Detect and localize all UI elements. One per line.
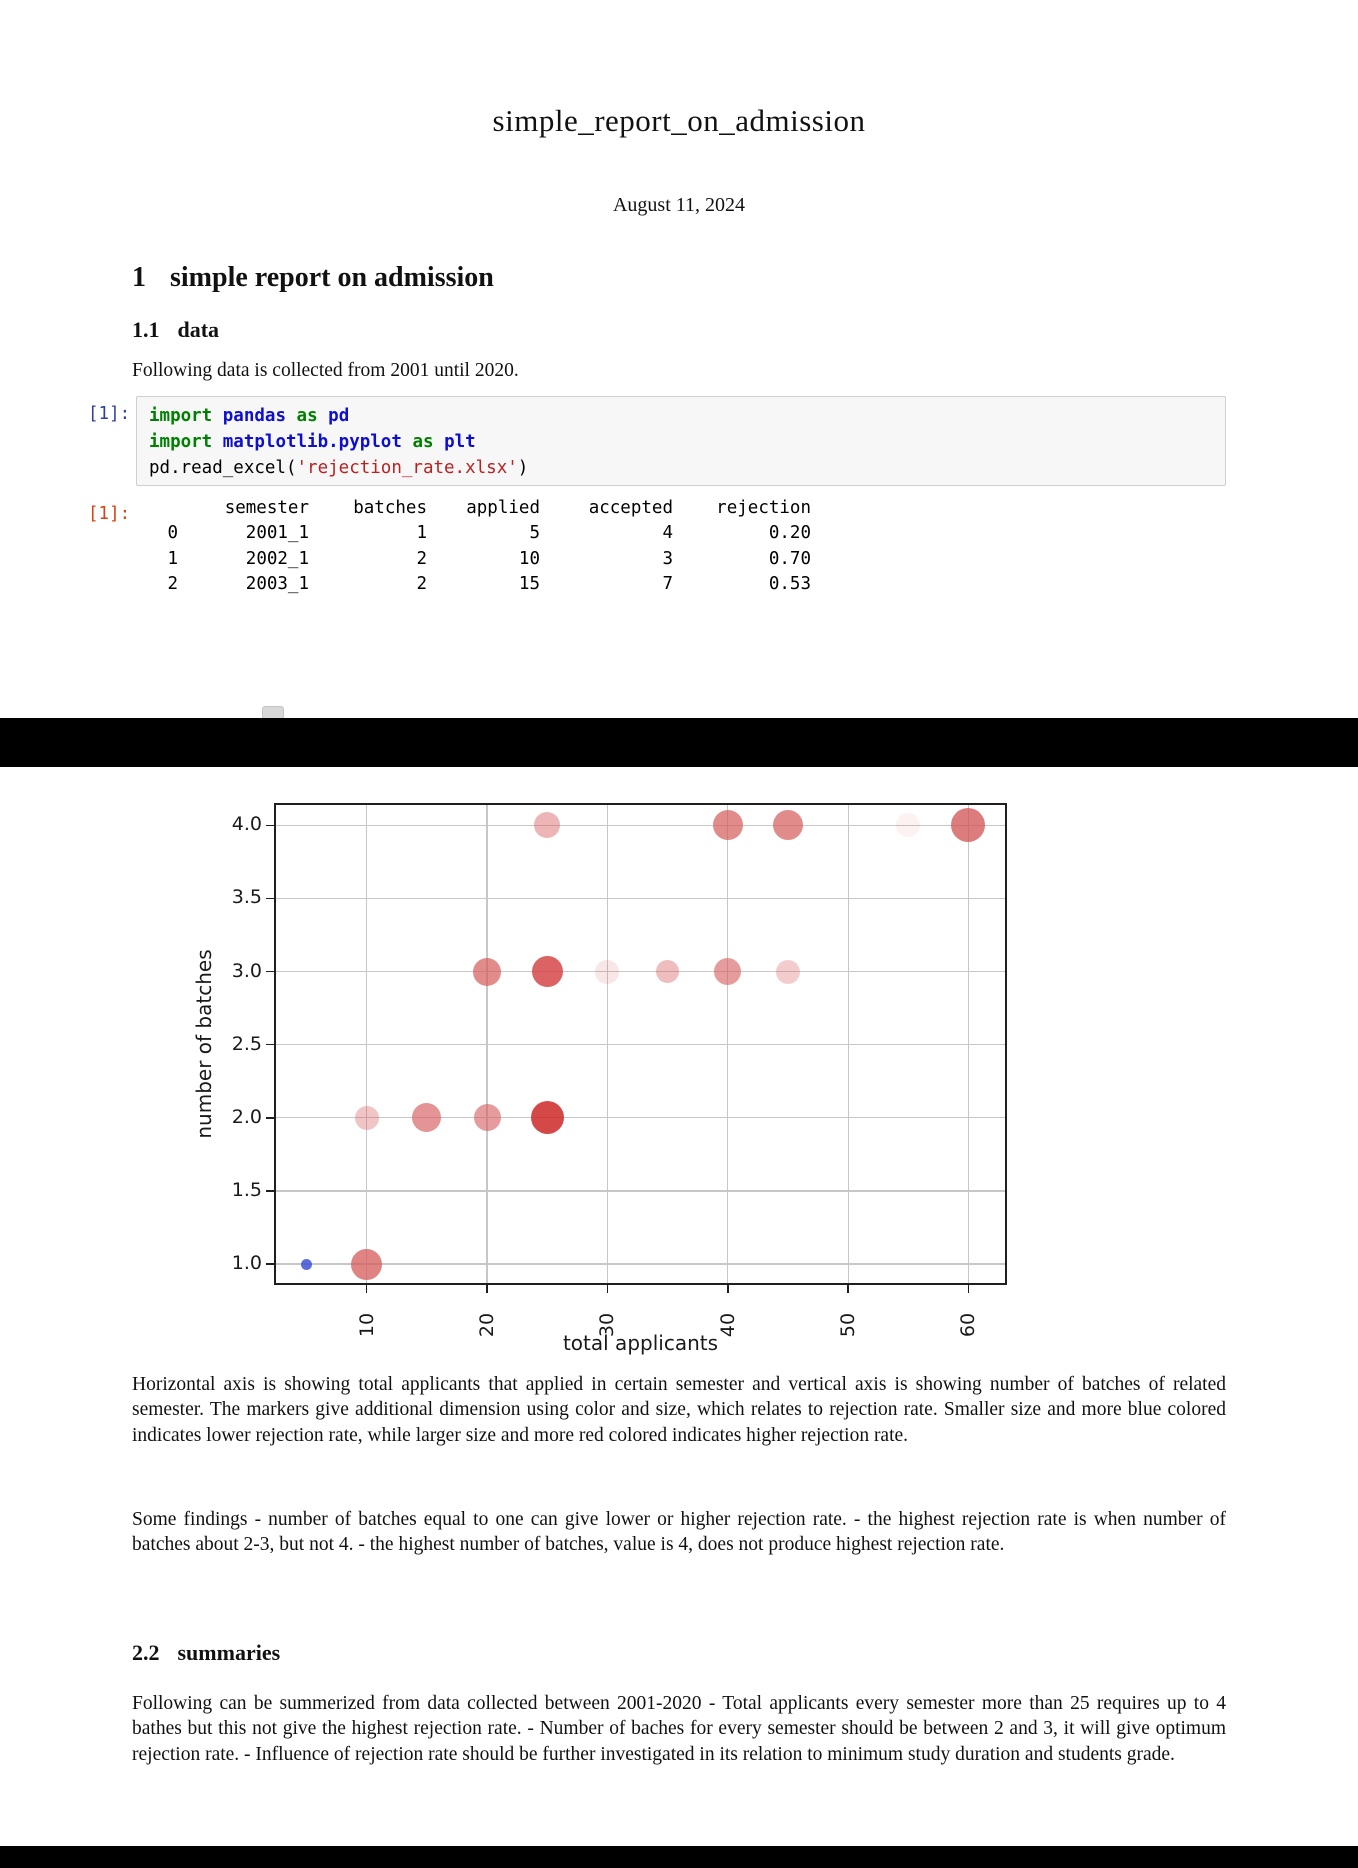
data-point xyxy=(301,1259,312,1270)
x-tick-label: 60 xyxy=(957,1312,980,1338)
y-gridline xyxy=(274,1044,1007,1045)
subsection-title: data xyxy=(177,317,220,342)
y-gridline xyxy=(274,1263,1007,1264)
code-token-str: 'rejection_rate.xlsx' xyxy=(296,458,518,478)
scatter-chart xyxy=(0,767,1358,1367)
x-tick-label: 10 xyxy=(355,1312,378,1338)
subsection-number: 2.2 xyxy=(132,1640,160,1665)
y-tick-label: 3.0 xyxy=(231,959,262,982)
output-dataframe-table xyxy=(145,495,811,597)
data-point xyxy=(474,1104,501,1131)
table-row-cell: 3 xyxy=(662,548,673,569)
x-tick-mark xyxy=(968,1285,970,1293)
y-tick-mark xyxy=(266,1044,274,1046)
y-tick-label: 3.5 xyxy=(231,886,262,909)
table-row-cell: 1 xyxy=(416,523,427,544)
section-number: 1 xyxy=(132,262,146,293)
y-gridline xyxy=(274,898,1007,899)
x-tick-mark xyxy=(847,1285,849,1293)
y-gridline xyxy=(274,971,1007,972)
table-header-row-cell: applied xyxy=(466,497,540,518)
table-row-cell: 15 xyxy=(518,574,540,595)
code-token-kw: as xyxy=(412,432,434,452)
summary-paragraph: Following can be summerized from data collected between 2001-2020 - Total applicants every semester more than 25 requires up to 4 bathes but this not give the highest rejection rate. - Number of baches for every semester should be between 2 and 3, it will give optimum rejection rate. - Influence of rejection rate should be further investigated in its relation to minimum study duration and students grade. xyxy=(132,1693,1226,1765)
code-token xyxy=(402,432,413,452)
y-gridline xyxy=(274,1117,1007,1118)
y-tick-label: 4.0 xyxy=(231,813,262,836)
x-tick-label: 30 xyxy=(596,1312,619,1338)
code-token xyxy=(318,406,329,426)
x-tick-mark xyxy=(727,1285,729,1293)
intro-paragraph: Following data is collected from 2001 until 2020. xyxy=(132,360,519,381)
y-tick-mark xyxy=(266,1117,274,1119)
subsection-title: summaries xyxy=(177,1640,281,1665)
chart-description-paragraph: Horizontal axis is showing total applicants that applied in certain semester and vertical axis is showing number of batches of related semester. The markers give additional dimension using color and size, which relates to rejection rate. Smaller size and more blue colored indicates lower rejection rate, while larger size and more red colored indicates higher rejection rate. xyxy=(132,1374,1226,1446)
x-axis-label: total applicants xyxy=(562,1331,719,1355)
table-header-row xyxy=(145,495,811,521)
table-row-cell: 1 xyxy=(167,548,178,569)
x-tick-label: 50 xyxy=(837,1312,860,1338)
table-row-cell: 2 xyxy=(167,574,178,595)
code-token-nn: matplotlib.pyplot xyxy=(222,432,402,452)
table-row xyxy=(145,521,811,547)
section-title: simple report on admission xyxy=(170,262,494,293)
y-tick-label: 1.0 xyxy=(231,1252,262,1275)
redaction-band-bottom xyxy=(0,1846,1358,1868)
y-axis-label: number of batches xyxy=(192,949,216,1139)
x-tick-mark xyxy=(607,1285,609,1293)
input-prompt: [1]: xyxy=(88,404,131,424)
findings-paragraph: Some findings - number of batches equal to one can give lower or higher rejection rate. - the highest rejection rate is when number of batches about 2-3, but not 4. - the highest number of batches, value is 4, does not produce highest rejection rate. xyxy=(132,1509,1226,1556)
subsection-number: 1.1 xyxy=(132,317,160,342)
y-tick-label: 2.0 xyxy=(231,1105,262,1128)
x-tick-mark xyxy=(366,1285,368,1293)
code-token xyxy=(212,432,223,452)
y-tick-label: 1.5 xyxy=(231,1178,262,1201)
section-heading-1 xyxy=(132,262,494,294)
table-row-cell: 0 xyxy=(167,523,178,544)
code-token-kw: as xyxy=(296,406,318,426)
code-token xyxy=(286,406,297,426)
table-header-row-cell: rejection xyxy=(716,497,811,518)
table-row-cell: 2003_1 xyxy=(245,574,309,595)
table-row-cell: 10 xyxy=(518,548,540,569)
code-token-kw: import xyxy=(149,432,213,452)
output-prompt: [1]: xyxy=(88,504,131,524)
table-row-cell: 4 xyxy=(662,523,673,544)
table-row-cell: 2001_1 xyxy=(245,523,309,544)
subsection-heading-summaries xyxy=(132,1640,280,1666)
table-row-cell: 7 xyxy=(662,574,673,595)
table-row-cell: 2 xyxy=(416,574,427,595)
data-point xyxy=(351,1249,382,1280)
y-tick-label: 2.5 xyxy=(231,1032,262,1055)
x-tick-mark xyxy=(486,1285,488,1293)
table-row-cell: 5 xyxy=(529,523,540,544)
table-header-row-cell: semester xyxy=(224,497,309,518)
table-row-cell: 0.70 xyxy=(768,548,811,569)
data-point xyxy=(713,810,743,840)
data-point xyxy=(355,1106,379,1130)
table-row-cell: 2002_1 xyxy=(245,548,309,569)
code-token xyxy=(434,432,445,452)
y-gridline xyxy=(274,1190,1007,1191)
y-tick-mark xyxy=(266,825,274,827)
code-cell xyxy=(136,396,1226,486)
y-tick-mark xyxy=(266,1190,274,1192)
code-token-nn: plt xyxy=(444,432,476,452)
table-row xyxy=(145,572,811,598)
y-tick-mark xyxy=(266,971,274,973)
table-header-row-cell: accepted xyxy=(588,497,673,518)
y-tick-mark xyxy=(266,1263,274,1265)
table-header-row-cell xyxy=(145,495,178,521)
data-point xyxy=(595,960,619,984)
document-title: simple_report_on_admission xyxy=(492,103,866,138)
code-token: ) xyxy=(517,458,529,478)
x-tick-label: 40 xyxy=(716,1312,739,1338)
x-tick-label: 20 xyxy=(476,1312,499,1338)
table-header-row-cell: batches xyxy=(353,497,427,518)
code-token-nn: pandas xyxy=(222,406,286,426)
data-point xyxy=(473,958,501,986)
code-content xyxy=(137,397,1225,487)
code-token xyxy=(212,406,223,426)
code-token: pd.read_excel( xyxy=(149,458,297,478)
data-point xyxy=(776,960,800,984)
table-row-cell: 0.20 xyxy=(768,523,811,544)
data-point xyxy=(532,956,563,987)
table-row-cell: 0.53 xyxy=(768,574,811,595)
data-point xyxy=(531,1101,564,1134)
y-tick-mark xyxy=(266,898,274,900)
table-row xyxy=(145,546,811,572)
code-token-nn: pd xyxy=(328,406,350,426)
code-token-kw: import xyxy=(149,406,213,426)
document-date: August 11, 2024 xyxy=(612,194,746,216)
subsection-heading-data xyxy=(132,317,219,343)
table-row-cell: 2 xyxy=(416,548,427,569)
redaction-band-top xyxy=(0,718,1358,767)
